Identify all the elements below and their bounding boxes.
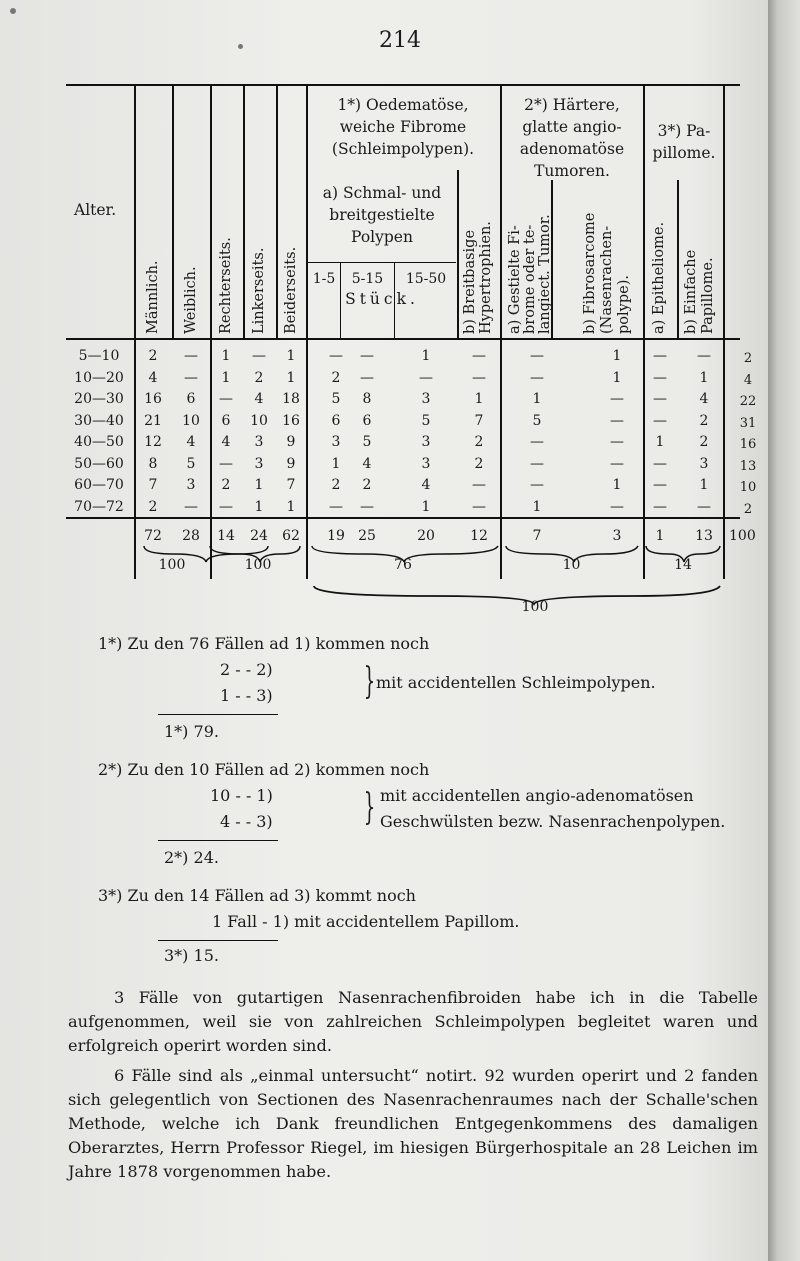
note1-sum: 1*) 79. <box>164 722 219 741</box>
group2a-line1: a) Gestielte Fi- <box>507 225 523 334</box>
page-number: 214 <box>379 28 421 53</box>
table-cell: 9 <box>286 434 296 450</box>
sum-cell: 7 <box>532 528 542 544</box>
table-cell: 4 <box>221 434 231 450</box>
note2-b: 4 - - 3) <box>220 812 273 831</box>
col-maennlich: Männlich. <box>145 260 161 334</box>
note1-line1: 1*) Zu den 76 Fällen ad 1) kommen noch <box>98 634 430 653</box>
table-cell: 3 <box>254 434 264 450</box>
subtotal-group1: 76 <box>394 557 412 573</box>
table-cell: 1 <box>221 369 231 386</box>
paragraph-2: 6 Fälle sind als „einmal untersucht“ notirt. 92 wurden operirt und 2 fanden sich gelegentlich von Sectionen des Nasenrachenraumes nach der Schalle'schen Methode, welche ich Dank freundlichen Entgegenkommens des damaligen Oberarztes, Herrn Professor Riegel, im hiesigen Bürgerhospitale an 28 Leichen im Jahre 1878 vorgenommen habe. <box>68 1066 758 1181</box>
table-cell: 1 <box>699 369 709 386</box>
table-cell: 12 <box>144 434 162 450</box>
table-cell: 2 <box>699 412 709 429</box>
table-cell: 1 <box>221 348 231 364</box>
group2b-line1: b) Fibrosarcome <box>582 212 598 334</box>
group1-title-1: 1*) Oedematöse, <box>337 96 469 114</box>
table-cell: 4 <box>186 434 196 450</box>
subtotal-side: 100 <box>244 557 272 573</box>
table-cell: 7 <box>148 477 158 493</box>
group3b-line2: Papillome. <box>700 257 716 334</box>
table-cell: 3 <box>331 434 341 450</box>
sum-cell: 19 <box>327 528 345 544</box>
subtotal-group2: 10 <box>562 557 581 573</box>
table-cell: — <box>653 455 667 472</box>
group1-title-2: weiche Fibrome <box>339 118 467 136</box>
table-cell: 2 <box>474 434 484 450</box>
group2-title-3: adenomatöse <box>519 140 625 158</box>
body-text <box>68 986 758 1184</box>
table-cell: 7 <box>286 477 296 493</box>
table-cell: 21 <box>144 412 162 429</box>
age-cell: 50—60 <box>74 455 124 472</box>
row-total: 22 <box>739 394 757 409</box>
table-cell: 6 <box>362 412 372 429</box>
grand-total: 100 <box>521 599 549 615</box>
table-cell: — <box>697 498 711 515</box>
table-cell: — <box>610 391 624 407</box>
table-cell: — <box>610 455 624 472</box>
table-cell: 10 <box>182 412 200 429</box>
table-cell: — <box>697 348 711 364</box>
group2-title-1: 2*) Härtere, <box>524 96 620 114</box>
table-cell: 2 <box>254 369 264 386</box>
sum-cell: 12 <box>470 528 488 544</box>
table-cell: 1 <box>612 477 622 493</box>
group3-title-1: 3*) Pa- <box>657 122 711 140</box>
age-cell: 20—30 <box>74 391 124 407</box>
age-cell: 60—70 <box>74 477 124 493</box>
col-alter: Alter. <box>74 201 117 219</box>
subtotal-sex: 100 <box>158 557 186 573</box>
col-beiderseits: Beiderseits. <box>283 246 299 334</box>
row-total: 2 <box>743 501 753 517</box>
table-cell: 7 <box>474 412 484 429</box>
table-cell: 9 <box>286 455 296 472</box>
group2b-line2: (Nasenrachen- <box>599 225 615 334</box>
table-cell: — <box>472 369 486 386</box>
table-cell: — <box>653 369 667 386</box>
table-cell: 2 <box>148 498 158 515</box>
age-cell: 30—40 <box>74 412 124 429</box>
group2-title-4: Tumoren. <box>534 162 610 180</box>
table-cell: — <box>472 348 486 364</box>
group3-title-2: pillome. <box>652 144 716 162</box>
subtotal-group3: 14 <box>674 557 692 573</box>
table-cell: 4 <box>362 455 372 472</box>
row-total: 2 <box>743 351 753 366</box>
table-cell: — <box>653 477 667 493</box>
table-cell: 3 <box>699 455 709 472</box>
table-cell: 5 <box>532 412 542 429</box>
table-cell: 1 <box>254 498 264 515</box>
note2-line1: 2*) Zu den 10 Fällen ad 2) kommen noch <box>98 760 430 779</box>
braces <box>134 540 734 610</box>
table-cell: 3 <box>421 391 431 407</box>
table-cell: 8 <box>148 455 158 472</box>
table-cell: 1 <box>286 369 296 386</box>
range-5-15: 5-15 <box>351 271 384 287</box>
row-total: 4 <box>743 372 753 388</box>
sum-cell: 24 <box>250 528 268 544</box>
table-cell: — <box>653 348 667 364</box>
sum-total: 100 <box>729 528 756 544</box>
col-weiblich: Weiblich. <box>183 266 199 334</box>
table-cell: 1 <box>286 498 296 515</box>
table-cell: — <box>219 455 233 472</box>
table-cell: 2 <box>148 348 158 364</box>
table-cell: 2 <box>362 477 372 493</box>
note1-a: 2 - - 2) <box>220 660 273 679</box>
table-cell: — <box>329 498 343 515</box>
sum-cell: 14 <box>217 528 235 544</box>
table-cell: 4 <box>699 391 709 407</box>
table-cell: 2 <box>331 369 341 386</box>
sum-cell: 72 <box>144 528 162 544</box>
table-cell: 6 <box>221 412 231 429</box>
table-top-rule <box>66 84 740 86</box>
age-cell: 10—20 <box>74 369 124 386</box>
table-cell: — <box>329 348 343 364</box>
table-cell: — <box>610 498 624 515</box>
table-cell: 6 <box>186 391 196 407</box>
table-cell: 6 <box>331 412 341 429</box>
group1-title-3: (Schleimpolypen). <box>331 140 475 158</box>
row-total: 31 <box>739 415 757 431</box>
table-cell: — <box>219 391 233 407</box>
note1-text: mit accidentellen Schleimpolypen. <box>376 673 656 692</box>
group2b-line3: polype). <box>616 275 632 334</box>
table-cell: 2 <box>331 477 341 493</box>
table-cell: 1 <box>474 391 484 407</box>
table-cell: 5 <box>331 391 341 407</box>
note2-text2: Geschwülsten bezw. Nasenrachenpolypen. <box>380 812 726 831</box>
table-cell: 1 <box>421 348 431 364</box>
table-cell: — <box>653 391 667 407</box>
table-cell: 1 <box>612 348 622 364</box>
sum-cell: 13 <box>695 528 713 544</box>
sum-cell: 3 <box>612 528 622 544</box>
table-cell: 2 <box>221 477 231 493</box>
sum-cell: 28 <box>182 528 200 544</box>
group2-title-2: glatte angio- <box>522 118 622 136</box>
col-linkerseits: Linkerseits. <box>251 247 267 334</box>
table-cell: 16 <box>144 391 162 407</box>
table-cell: 1 <box>421 498 431 515</box>
row-total: 16 <box>739 437 757 452</box>
speck <box>238 44 243 49</box>
age-cell: 40—50 <box>74 434 124 450</box>
table-cell: — <box>530 369 544 386</box>
table-cell: — <box>610 412 624 429</box>
table-cell: — <box>530 348 544 364</box>
table-cell: 3 <box>421 434 431 450</box>
speck <box>10 8 16 14</box>
table-cell: — <box>184 498 198 515</box>
table-cell: — <box>184 348 198 364</box>
table-cell: 5 <box>186 455 196 472</box>
group1a-title-3: Polypen <box>351 228 413 246</box>
table-cell: 4 <box>421 477 431 493</box>
table-cell: 5 <box>421 412 431 429</box>
table-cell: — <box>653 498 667 515</box>
table-cell: 1 <box>655 434 665 450</box>
body-bottom-rule <box>66 517 740 519</box>
note3-sum: 3*) 15. <box>164 946 219 965</box>
stueck-label: Stück. <box>345 290 419 308</box>
sum-cell: 25 <box>358 528 376 544</box>
header-bottom-rule <box>66 338 740 340</box>
note3-line1: 3*) Zu den 14 Fällen ad 3) kommt noch <box>98 886 416 905</box>
table-cell: — <box>360 348 374 364</box>
group3b-line1: b) Einfache <box>683 249 699 334</box>
table-cell: 18 <box>282 391 300 407</box>
range-1-5: 1-5 <box>312 271 336 287</box>
row-total: 10 <box>739 480 757 495</box>
group1a-title-1: a) Schmal- und <box>322 184 442 202</box>
paragraph-1: 3 Fälle von gutartigen Nasenrachenfibroiden habe ich in die Tabelle aufgenommen, weil sie von zahlreichen Schleimpolypen begleitet waren und erfolgreich operirt worden sind. <box>68 988 758 1055</box>
page-edge <box>768 0 800 1261</box>
age-cell: 5—10 <box>78 348 120 364</box>
table-cell: — <box>472 477 486 493</box>
table-cell: — <box>184 369 198 386</box>
note2-text1: mit accidentellen angio-adenomatösen <box>380 786 694 805</box>
sum-cell: 62 <box>282 528 300 544</box>
range-15-50: 15-50 <box>405 271 447 287</box>
note2-a: 10 - - 1) <box>210 786 273 805</box>
group1a-title-2: breitgestielte <box>329 206 435 224</box>
table-cell: 3 <box>421 455 431 472</box>
table-cell: 3 <box>186 477 196 493</box>
table-cell: 1 <box>286 348 296 364</box>
table-cell: — <box>472 498 486 515</box>
table-cell: 3 <box>254 455 264 472</box>
table-cell: 2 <box>699 434 709 450</box>
table-cell: — <box>530 477 544 493</box>
table-cell: 1 <box>612 369 622 386</box>
table-cell: 4 <box>148 369 158 386</box>
group1b-line1: b) Breitbasige <box>462 229 478 334</box>
table-cell: — <box>360 498 374 515</box>
group1b-line2: Hypertrophien. <box>478 221 494 334</box>
note2-sum: 2*) 24. <box>164 848 219 867</box>
col-rechterseits: Rechterseits. <box>218 237 234 334</box>
table-cell: 4 <box>254 391 264 407</box>
group2a-line3: langiect. Tumor. <box>537 214 553 334</box>
table-cell: 8 <box>362 391 372 407</box>
table-cell: 1 <box>331 455 341 472</box>
table-cell: 1 <box>532 498 542 515</box>
row-total: 13 <box>739 458 757 474</box>
table-cell: — <box>530 434 544 450</box>
table-cell: — <box>530 455 544 472</box>
note3-a: 1 Fall - 1) mit accidentellem Papillom. <box>212 912 520 931</box>
table-cell: — <box>360 369 374 386</box>
note1-b: 1 - - 3) <box>220 686 273 705</box>
table-cell: — <box>219 498 233 515</box>
table-cell: 1 <box>532 391 542 407</box>
table-cell: — <box>653 412 667 429</box>
table-cell: — <box>419 369 433 386</box>
table-cell: 5 <box>362 434 372 450</box>
table-cell: 16 <box>282 412 300 429</box>
age-cell: 70—72 <box>74 498 124 515</box>
table-cell: 1 <box>254 477 264 493</box>
sum-cell: 20 <box>417 528 435 544</box>
table-cell: — <box>252 348 266 364</box>
table-cell: 10 <box>250 412 268 429</box>
table-cell: — <box>610 434 624 450</box>
table-cell: 2 <box>474 455 484 472</box>
table-cell: 1 <box>699 477 709 493</box>
sum-cell: 1 <box>655 528 665 544</box>
group3a-line1: a) Epitheliome. <box>651 221 667 334</box>
group2a-line2: brome oder te- <box>522 224 538 334</box>
